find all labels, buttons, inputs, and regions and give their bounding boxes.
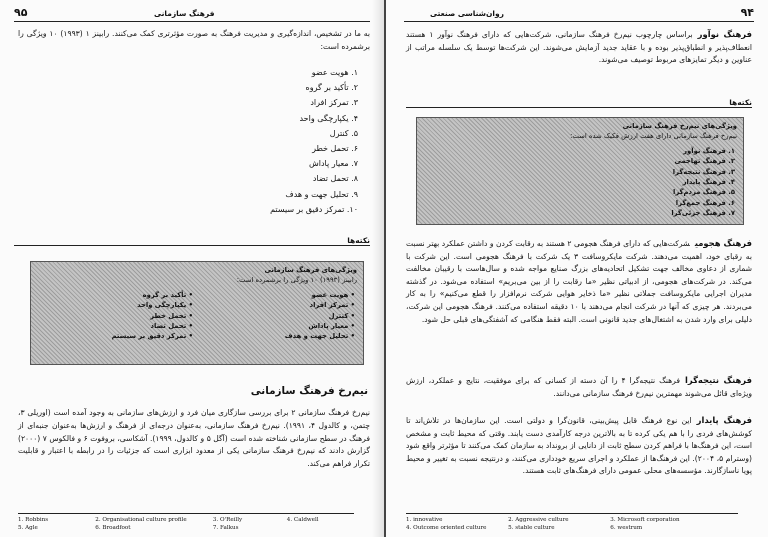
note-item: • کنترل bbox=[328, 311, 355, 320]
list-item: ۶. تحمل خطر bbox=[312, 144, 358, 154]
note-item: ۷. فرهنگ جزئی‌گرا bbox=[671, 209, 735, 218]
left-page-header bbox=[14, 6, 370, 22]
footnote: 3. O'Reilly bbox=[212, 517, 243, 523]
footnote-column bbox=[95, 516, 213, 532]
list-item: ۸. تحمل تضاد bbox=[312, 174, 358, 184]
outcome-culture-paragraph bbox=[406, 374, 752, 400]
footnote: 5. stable culture bbox=[508, 525, 555, 531]
paragraph-text: فرهنگ نتیجه‌گرا ۴ را آن دسته از کسانی که برای موفقیت، نتایج و عملکرد، ارزش ویژه‌ای قائل می‌شوند مهمترین نیم‌رخ فرهنگ سازمانی می‌دانند. bbox=[406, 376, 752, 398]
innovative-culture-paragraph bbox=[406, 28, 752, 67]
note-item: • یکپارچگی واحد bbox=[137, 301, 193, 310]
left-section-paragraph: نیم‌رخ فرهنگ سازمانی ۲ برای بررسی سازگاری میان فرد و ارزش‌های سازمانی به وجود آمده است (اوریلی ۳، چتمن، و کالدول ۴، ۱۹۹۱). نیم‌رخ فرهنگ سازمانی، به‌عنوان درجه‌ای از فرهنگ و ارزش‌ها به‌عنوان جنبه‌ای از فرهنگ در سطح سازمانی شناخته شده است (آگل ۵ و کالدول، ۱۹۹۹). آشکاسی، بروفوت ۶ و فالکوس ۷ (۲۰۰۰) گزارش دادند که نیم‌رخ فرهنگ سازمانی یکی از معدود ابزاری است که جزئیات را در رابطه با اعتبار و قابلیت تکرار فراهم می‌کند. bbox=[18, 408, 371, 469]
footnote: 2. Aggressive culture bbox=[508, 517, 569, 523]
right-running-title: روان‌شناسی صنعتی bbox=[430, 9, 504, 18]
footnote-column bbox=[610, 516, 738, 532]
paragraph-text: شرکت‌هایی که دارای فرهنگ هجومی ۲ هستند به رقابت کردن و داشتن عملکرد بهتر نسبت به رقبای خود، اهمیت می‌دهند. شرکت مایکروسافت ۳ یک شرکت با فرهنگ هجومی است. این شرکت با شماری از دعاوی مخالف جهت تشکیل اتحادیه‌های بزرگ صنایع مواجه شده و سال‌هاست با رقیبان مخالفت می‌کند. در شرکت‌های هجومی، از ادبیاتی نظیر «ما رقابت را از بین می‌بریم» استفاده می‌شود. در گذشته مدیران اجرایی مایکروسافت جملاتی نظیر «ما ذخایر هوایی شرکت نرم‌افزار را قطع می‌کنیم» را به کار می‌بردند. هر چیزی که آنها در شرکت انجام می‌دهند با ۱۰ دقیقه استفاده می‌کنند. فرهنگ هجومی این شرکت، دلیلی برای وارد شدن به اشتغال‌های جدید قانونی است. البته فقط هنگامی که آشفتگی‌های قبلی حل شود. bbox=[406, 239, 752, 324]
list-item: ۳. تمرکز افراد bbox=[310, 98, 358, 108]
left-note-box bbox=[30, 261, 364, 365]
note-item: • تحمل تضاد bbox=[150, 322, 193, 331]
note-box-title: ویژگی‌های فرهنگ سازمانی bbox=[264, 266, 357, 274]
right-notes-label: نکته‌ها bbox=[406, 98, 752, 108]
note-item: • تحلیل جهت و هدف bbox=[284, 332, 355, 341]
footnote: 1. Robbins bbox=[18, 517, 49, 523]
paragraph-term: فرهنگ هجومی bbox=[694, 238, 752, 248]
note-item: ۵. فرهنگ مردم‌گرا bbox=[672, 188, 735, 197]
note-item: ۶. فرهنگ جمع‌گرا bbox=[675, 198, 735, 207]
footnote: 6. westrum bbox=[610, 525, 643, 531]
paragraph-text: این نوع فرهنگ قابل پیش‌بینی، قانون‌گرا و دولتی است. این سازمان‌ها در تلاش‌اند تا کوشش‌های فردی را با هم یکی کرده تا به بالاترین درجه کارآمدی دست یابند. وقتی که محیط ثابت و مشخص است، این فرهنگ‌ها با فراهم کردن سطح ثابت از دانایی از برونداد به سازمان کمک می‌کنند تا مؤثرتر واقع شود (وسترام ۵، ۲۰۰۴). این فرهنگ‌ها از عملکرد و اجرای سریع خودداری می‌کنند، و درنتیجه نسبت به تغییر و محیط پویا ناسازگارند. مؤسسه‌های محلی عمومی دارای فرهنگ‌های ثابت هستند. bbox=[406, 416, 752, 476]
note-item: ۳. فرهنگ نتیجه‌گرا bbox=[672, 167, 735, 176]
right-footnotes bbox=[406, 513, 738, 532]
left-section-heading: نیم‌رخ فرهنگ سازمانی bbox=[250, 385, 368, 397]
stable-culture-paragraph bbox=[406, 414, 752, 478]
footnote: 3. Microsoft corporation bbox=[610, 517, 680, 523]
left-footnotes bbox=[18, 513, 354, 532]
note-item: • تمرکز افراد bbox=[309, 301, 355, 310]
note-item: • معیار پاداش bbox=[308, 322, 355, 331]
note-item: • تأکید بر گروه bbox=[142, 290, 193, 299]
right-note-box bbox=[416, 117, 744, 225]
note-item: ۲. فرهنگ تهاجمی bbox=[674, 157, 735, 166]
note-item: ۴. فرهنگ پایدار bbox=[682, 178, 735, 187]
left-running-title: فرهنگ سازمانی bbox=[154, 9, 215, 18]
footnote: 2. Organisational culture profile bbox=[95, 517, 187, 523]
footnote-column bbox=[18, 516, 95, 532]
note-box-subtitle: رابینز (۱۹۹۳) ۱۰ ویژگی را برشمرده است: bbox=[236, 276, 357, 285]
note-item: • تحمل خطر bbox=[150, 311, 193, 320]
list-item: ۴. یکپارچگی واحد bbox=[299, 113, 358, 123]
paragraph-text: براساس چارچوب نیم‌رخ فرهنگ سازمانی، شرکت‌هایی که دارای فرهنگ نوآور ۱ هستند انعطاف‌پذیر و انطباق‌پذیر بوده و با عقاید جدید آزمایش می‌شوند. این شرکت‌ها توسط یک سلسله مراتب از عناوین و دیگر تمایزهای مربوط توصیف می‌شوند. bbox=[406, 30, 752, 65]
footnote: 1. innovative bbox=[406, 517, 443, 523]
note-box-list bbox=[417, 144, 743, 221]
note-box-grid bbox=[31, 288, 363, 344]
footnote: 5. Agle bbox=[18, 525, 38, 531]
footnote-column bbox=[213, 516, 287, 532]
paragraph-term: فرهنگ نوآور bbox=[697, 29, 752, 39]
left-notes-label: نکته‌ها bbox=[14, 236, 370, 246]
aggressive-culture-paragraph bbox=[406, 237, 752, 326]
right-page-number: ۹۴ bbox=[740, 6, 754, 19]
list-item: ۵. کنترل bbox=[329, 128, 358, 138]
footnote-column bbox=[287, 516, 354, 532]
list-item: ۷. معیار پاداش bbox=[309, 159, 358, 169]
footnote-column bbox=[508, 516, 610, 532]
footnote: 4. Outcome oriented culture bbox=[406, 525, 487, 531]
right-page bbox=[384, 0, 768, 537]
note-box-title: ویژگی‌های نیم‌رخ فرهنگ سازمانی bbox=[622, 122, 737, 130]
footnote: 4. Caldwell bbox=[286, 517, 319, 523]
list-item: ۱. هویت عضو bbox=[311, 68, 358, 77]
note-item: • تمرکز دقیق بر سیستم bbox=[111, 332, 193, 341]
footnote-column bbox=[406, 516, 508, 532]
paragraph-term: فرهنگ پایدار bbox=[696, 415, 752, 425]
note-column-left bbox=[39, 290, 193, 342]
note-item: • هویت عضو bbox=[311, 290, 355, 299]
left-intro-paragraph: به ما در تشخیص، اندازه‌گیری و مدیریت فرهنگ به صورت مؤثرتری کمک می‌کنند. رابینز ۱ (۱۹۹۳) ۱۰ ویژگی را برشمرده است: bbox=[18, 29, 370, 51]
note-column-right bbox=[201, 290, 355, 342]
paragraph-term: فرهنگ نتیجه‌گرا bbox=[684, 375, 752, 385]
list-item: ۲. تأکید بر گروه bbox=[305, 83, 358, 93]
list-item: ۹. تحلیل جهت و هدف bbox=[285, 189, 358, 199]
list-item: ۱۰. تمرکز دقیق بر سیستم bbox=[270, 204, 358, 214]
gutter-shadow bbox=[372, 0, 384, 537]
footnote: 6. Broadfoot bbox=[95, 525, 131, 531]
note-box-subtitle: نیم‌رخ فرهنگ سازمانی دارای هفت ارزش فکیک شده است: bbox=[570, 132, 737, 141]
footnote: 7. Falkus bbox=[212, 525, 239, 531]
right-page-header bbox=[404, 6, 754, 22]
left-page-number: ۹۵ bbox=[14, 6, 28, 19]
characteristics-list bbox=[270, 65, 358, 217]
note-item: ۱. فرهنگ نوآور bbox=[683, 146, 735, 155]
